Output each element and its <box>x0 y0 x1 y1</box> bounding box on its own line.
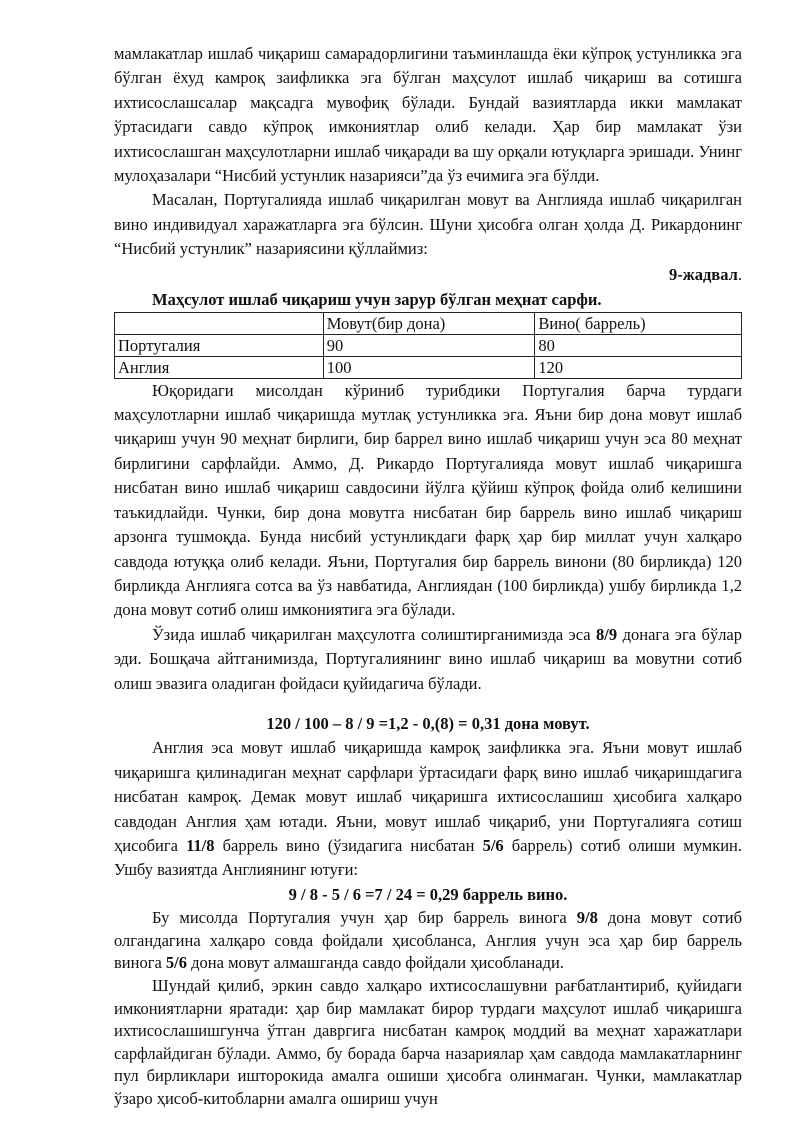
table-title: Маҳсулот ишлаб чиқариш учун зарур бўлган меҳнат сарфи. <box>152 289 602 309</box>
fraction-bold: 11/8 <box>186 835 215 855</box>
text-run: дона мовут алмашганда савдо фойдали ҳисобланади. <box>187 953 564 973</box>
fraction-bold: 9/8 <box>576 908 598 928</box>
paragraph-2: Масалан, Португалияда ишлаб чиқарилган мовут ва Англияда ишлаб чиқарилган вино индивидуал харажатларга эга бўлсин. Шуни ҳисобга олган ҳолда Д. Рикардонинг “Нисбий устунлик” назариясини қўллаймиз: <box>114 190 742 259</box>
table-row <box>115 356 742 378</box>
document-page <box>114 42 742 1111</box>
table-cell: 120 <box>535 356 742 378</box>
table-label-dot: . <box>737 264 742 284</box>
table-header-cell: Вино( баррель) <box>535 312 742 334</box>
paragraph-1: мамлакатлар ишлаб чиқариш самарадорлигини таъминлашда ёки кўпроқ устунликка эга бўлган ёхуд камроқ заифликка эга бўлган маҳсулот ишлаб чиқариш ва сотишга ихтисослашсалар мақсадга мувофиқ бўлади. Бундай вазиятларда икки мамлакат ўртасидаги савдо кўпроқ имкониятлар олиб келади. Ҳар бир мамлакат ўзи ихтисослашган маҳсулотларни ишлаб чиқаради ва шу орқали ютуқларга эришади. Унинг мулоҳазалари “Нисбий устунлик назарияси”да ўз ечимига эга бўлди. <box>114 44 742 186</box>
fraction-bold: 8/9 <box>596 624 618 644</box>
table-header-row <box>115 312 742 334</box>
table-header-cell: Мовут(бир дона) <box>323 312 535 334</box>
spacer <box>114 696 742 712</box>
text-run: баррель) сотиб олиши мумкин. Ушбу вазиятда Англиянинг ютуғи: <box>114 835 742 880</box>
paragraph-5 <box>114 736 742 882</box>
formula-england-gain: 9 / 8 - 5 / 6 =7 / 24 = 0,29 баррель вино. <box>288 884 568 904</box>
table-cell: 90 <box>323 334 535 356</box>
table-label-text: 9-жадвал <box>669 264 738 284</box>
paragraph-4 <box>114 623 742 696</box>
paragraph-3: Юқоридаги мисолдан кўриниб турибдики Португалия барча турдаги маҳсулотларни ишлаб чиқаришда мутлақ устунликка эга. Яъни бир дона мовут ишлаб чиқариш учун 90 меҳнат бирлиги, бир баррел вино ишлаб чиқариш учун эса 80 меҳнат бирлигини сарфлайди. Аммо, Д. Рикардо Португалияда мовут ишлаб чиқаришга нисбатан вино ишлаб чиқариш савдосини йўлга қўйиш кўпроқ фойда олиб келишини таъкидлайди. Чунки, бир дона мовутга нисбатан бир баррель вино ишлаб чиқариш арзонга тушмоқда. Бунда нисбий устунликдаги фарқ ҳар бир миллат учун халқаро савдода ютуққа олиб келади. Яъни, Португалия бир баррель винони (80 бирликда) 120 бирликда Англияга сотса ва ўз навбатида, Англиядан (100 бирликда) ушбу бирликда 1,2 дона мовут сотиб олиш имкониятига эга бўлади. <box>114 380 742 620</box>
text-run: Бу мисолда Португалия учун ҳар бир баррель винога <box>152 908 577 928</box>
text-run: Англия эса мовут ишлаб чиқаришда камроқ заифликка эга. Яъни мовут ишлаб чиқаришга қилинадиган меҳнат сарфлари ўртасидаги фарқ вино ишлаб чиқаришдагига нисбатан камроқ. Демак мовут ишлаб чиқаришга ихтисослашиш ҳисобига халқаро савдодан Англия ҳам ютади. Яъни, мовут ишлаб чиқариб, уни Португалияга сотиш ҳисобига <box>114 738 742 855</box>
table-cell: Англия <box>115 356 324 378</box>
table-header-cell <box>115 312 324 334</box>
text-run: баррель вино (ўзидагига нисбатан <box>214 835 483 855</box>
table-row <box>115 334 742 356</box>
text-run: донага эга бўлар эди. Бошқача айтганимизда, Португалиянинг вино ишлаб чиқариш ва мовутни сотиб олиш эвазига оладиган фойдаси қуйидагича бўлади. <box>114 624 742 693</box>
fraction-bold: 5/6 <box>165 953 188 973</box>
table-cell: 80 <box>535 334 742 356</box>
paragraph-6 <box>114 907 742 975</box>
table-cell: 100 <box>323 356 535 378</box>
table-cell: Португалия <box>115 334 324 356</box>
fraction-bold: 5/6 <box>482 835 504 855</box>
paragraph-7: Шундай қилиб, эркин савдо халқаро ихтисослашувни рағбатлантириб, қуйидаги имкониятларни яратади: ҳар бир мамлакат бирор турдаги маҳсулот ишлаб чиқаришга ихтисослашишгунча ўтган давргига нисбатан камроқ моддий ва меҳнат харажатлари сарфлайдиган бўлади. Аммо, бу борада барча назариялар ҳам савдода мамлакатларнинг пул бирликлари ишторокида амалга ошиши ҳисобга олинмаган. Чунки, мамлакатлар ўзаро ҳисоб-китобларни амалга ошириш учун <box>114 975 742 1108</box>
formula-portugal-gain: 120 / 100 – 8 / 9 =1,2 - 0,(8) = 0,31 дона мовут. <box>266 713 590 733</box>
text-run: дона мовут сотиб олгандагина халқаро совда фойдали ҳисобланса, Англия учун эса ҳар бир баррель винога <box>114 908 742 973</box>
text-run: Ўзида ишлаб чиқарилган маҳсулотга солиштирганимизда эса <box>152 624 597 644</box>
labor-cost-table <box>114 312 742 379</box>
table-label <box>114 262 742 288</box>
